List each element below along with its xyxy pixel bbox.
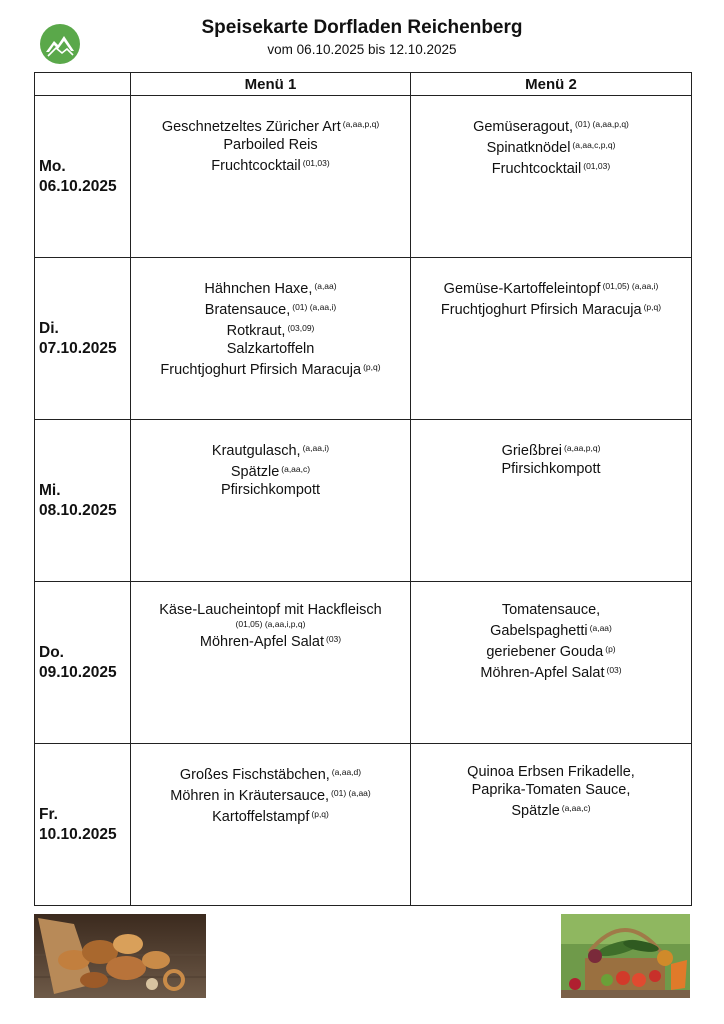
dish-item xyxy=(411,781,691,799)
menu-2-cell xyxy=(411,258,692,420)
allergen-codes: (p,q) xyxy=(363,362,381,372)
dish-name: Krautgulasch, xyxy=(211,443,301,459)
menu-1-cell xyxy=(131,420,411,582)
allergen-codes: (a,aa,p,q) xyxy=(342,119,380,129)
allergen-codes: (a,aa,p,q) xyxy=(564,443,601,453)
allergen-codes: (03,09) xyxy=(287,323,315,333)
dish-item xyxy=(411,763,691,781)
dish-item xyxy=(411,439,691,460)
dish-list xyxy=(131,744,410,826)
dish-name: Tomatensauce, xyxy=(501,602,601,618)
dish-item xyxy=(411,157,691,178)
allergen-codes: (01) (a,aa) xyxy=(331,788,371,798)
dish-item xyxy=(131,805,410,826)
dish-item xyxy=(411,136,691,157)
dish-item xyxy=(411,115,691,136)
dish-item xyxy=(131,154,410,175)
menu-2-cell xyxy=(411,744,692,906)
dish-item xyxy=(131,763,410,784)
date-label: 10.10.2025 xyxy=(39,825,117,843)
menu-table xyxy=(34,72,692,906)
day-cell xyxy=(35,258,131,420)
table-row xyxy=(35,744,692,906)
dish-name: Paprika-Tomaten Sauce, xyxy=(471,782,631,798)
dish-item xyxy=(411,277,691,298)
table-row xyxy=(35,582,692,744)
dish-item xyxy=(411,799,691,820)
dish-name: Rotkraut, xyxy=(226,323,286,339)
menu-2-cell xyxy=(411,96,692,258)
dish-item xyxy=(411,601,691,619)
table-row xyxy=(35,96,692,258)
dish-item xyxy=(131,481,410,499)
allergen-codes: (a,aa) xyxy=(589,623,612,633)
dish-item xyxy=(131,115,410,136)
dish-list xyxy=(131,420,410,499)
dish-name: Möhren-Apfel Salat xyxy=(199,634,324,650)
dish-name: Parboiled Reis xyxy=(223,137,318,153)
date-range: vom 06.10.2025 bis 12.10.2025 xyxy=(267,42,457,57)
dish-list xyxy=(131,582,410,651)
allergen-codes: (01) (a,aa,p,q) xyxy=(575,119,629,129)
weekday-label: Mi. xyxy=(39,481,61,499)
page-header xyxy=(0,16,724,59)
dish-name: Fruchtcocktail xyxy=(211,158,301,174)
dish-name: Kartoffelstampf xyxy=(212,809,310,825)
weekday-label: Do. xyxy=(39,643,64,661)
dish-item xyxy=(131,358,410,379)
allergen-codes: (01,05) (a,aa,i) xyxy=(602,281,659,291)
allergen-codes: (p,q) xyxy=(643,302,662,312)
dish-name: Gabelspaghetti xyxy=(490,623,588,639)
dish-item xyxy=(411,619,691,640)
dish-name: Hähnchen Haxe, xyxy=(204,281,313,297)
dish-name: Gemüseragout, xyxy=(473,119,574,135)
dish-name: Fruchtjoghurt Pfirsich Maracuja xyxy=(440,302,642,318)
dish-name: Pfirsichkompott xyxy=(501,461,601,477)
dish-item xyxy=(131,298,410,319)
dish-list xyxy=(411,96,691,178)
table-row xyxy=(35,420,692,582)
allergen-codes: (a,aa,c) xyxy=(561,803,591,813)
dish-list xyxy=(131,258,410,379)
dish-item xyxy=(131,136,410,154)
dish-item xyxy=(131,340,410,358)
dish-name: Spätzle xyxy=(511,803,560,819)
dish-item xyxy=(411,661,691,682)
dish-item xyxy=(131,277,410,298)
allergen-codes: (03) xyxy=(606,665,622,675)
dish-list xyxy=(411,744,691,820)
date-label: 07.10.2025 xyxy=(39,339,117,357)
allergen-codes: (01) (a,aa,i) xyxy=(292,302,337,312)
weekday-label: Fr. xyxy=(39,805,58,823)
menu-2-cell xyxy=(411,420,692,582)
dish-name: Spinatknödel xyxy=(486,140,571,156)
menu-1-cell xyxy=(131,582,411,744)
menu-1-cell xyxy=(131,744,411,906)
vegetable-basket-photo xyxy=(561,914,690,998)
dish-name: Salzkartoffeln xyxy=(226,341,315,357)
day-cell xyxy=(35,420,131,582)
dish-name: Möhren in Kräutersauce, xyxy=(170,788,330,804)
dish-name: Pfirsichkompott xyxy=(220,482,321,498)
header-menu-1: Menü 1 xyxy=(131,73,411,96)
dish-item xyxy=(131,630,410,651)
dish-item xyxy=(131,460,410,481)
allergen-codes: (p) xyxy=(605,644,616,654)
dish-name: Quinoa Erbsen Frikadelle, xyxy=(467,764,635,780)
dish-list xyxy=(131,96,410,175)
allergen-codes: (a,aa,c,p,q) xyxy=(572,140,616,150)
date-label: 08.10.2025 xyxy=(39,501,117,519)
dish-item xyxy=(131,439,410,460)
allergen-codes: (01,03) xyxy=(583,161,611,171)
dish-list xyxy=(411,420,691,478)
dish-item xyxy=(411,298,691,319)
menu-2-cell xyxy=(411,582,692,744)
header-menu-2: Menü 2 xyxy=(411,73,692,96)
dish-item xyxy=(131,319,410,340)
allergen-codes: (03) xyxy=(326,634,342,644)
day-cell xyxy=(35,96,131,258)
bread-photo xyxy=(34,914,206,998)
weekday-label: Mo. xyxy=(39,157,66,175)
header-day-column xyxy=(35,73,131,96)
dish-name: Grießbrei xyxy=(501,443,563,459)
dish-item xyxy=(411,640,691,661)
page-title: Speisekarte Dorfladen Reichenberg xyxy=(201,17,523,38)
allergen-codes: (a,aa,c) xyxy=(281,464,311,474)
allergen-codes: (a,aa,i) xyxy=(302,443,330,453)
table-row xyxy=(35,258,692,420)
dish-name: geriebener Gouda xyxy=(486,644,604,660)
dish-name: Geschnetzeltes Züricher Art xyxy=(161,119,341,135)
weekday-label: Di. xyxy=(39,319,59,337)
day-cell xyxy=(35,582,131,744)
dish-item xyxy=(131,601,410,619)
dish-list xyxy=(411,258,691,319)
dish-name: Möhren-Apfel Salat xyxy=(480,665,605,681)
header-row xyxy=(35,73,692,96)
day-cell xyxy=(35,744,131,906)
allergen-codes: (p,q) xyxy=(311,809,329,819)
dish-name: Fruchtjoghurt Pfirsich Maracuja xyxy=(160,362,362,378)
allergen-codes: (a,aa,d) xyxy=(331,767,362,777)
dish-name: Spätzle xyxy=(230,464,280,480)
dish-name: Bratensauce, xyxy=(204,302,291,318)
allergen-codes: (a,aa) xyxy=(314,281,337,291)
date-label: 06.10.2025 xyxy=(39,177,117,195)
dish-list xyxy=(411,582,691,682)
dish-name: Gemüse-Kartoffeleintopf xyxy=(443,281,601,297)
dish-item xyxy=(411,460,691,478)
date-label: 09.10.2025 xyxy=(39,663,117,681)
allergen-codes: (01,05) (a,aa,i,p,q) xyxy=(235,619,306,629)
menu-1-cell xyxy=(131,96,411,258)
dish-name: Fruchtcocktail xyxy=(491,161,582,177)
dish-name: Großes Fischstäbchen, xyxy=(179,767,330,783)
allergen-codes: (01,03) xyxy=(302,158,330,168)
dish-name: Käse-Laucheintopf mit Hackfleisch xyxy=(159,602,382,618)
menu-1-cell xyxy=(131,258,411,420)
dish-item xyxy=(131,784,410,805)
